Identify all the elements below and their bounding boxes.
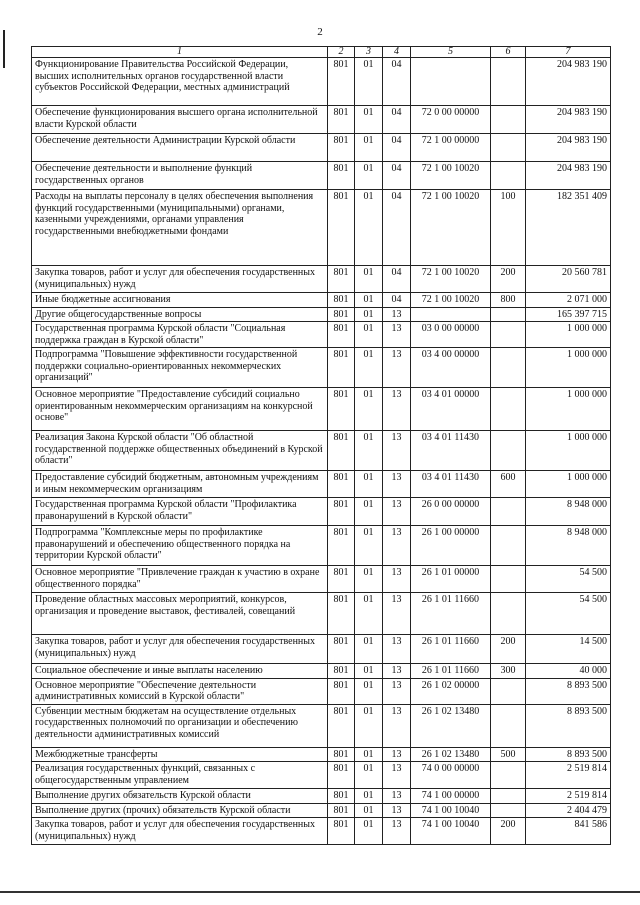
expense-type-cell [491,566,526,593]
ministry-code-cell: 801 [328,704,355,747]
expense-type-cell: 500 [491,747,526,762]
amount-cell: 204 983 190 [526,162,611,190]
target-article-cell: 26 1 01 00000 [411,566,491,593]
column-header: 6 [491,47,526,58]
table-row [32,471,611,498]
target-article-cell: 72 1 00 10020 [411,162,491,190]
amount-cell: 54 500 [526,566,611,593]
amount-cell: 2 404 479 [526,803,611,818]
amount-cell: 8 948 000 [526,526,611,566]
subsection-code-cell: 13 [383,566,411,593]
column-header: 7 [526,47,611,58]
ministry-code-cell: 801 [328,134,355,162]
column-header: 4 [383,47,411,58]
subsection-code-cell: 13 [383,747,411,762]
table-row [32,747,611,762]
expense-type-cell [491,388,526,431]
subsection-code-cell: 04 [383,162,411,190]
expense-type-cell [491,803,526,818]
amount-cell: 8 948 000 [526,498,611,526]
amount-cell: 2 519 814 [526,789,611,804]
ministry-code-cell: 801 [328,762,355,789]
table-row [32,803,611,818]
subsection-code-cell: 13 [383,526,411,566]
table-row [32,498,611,526]
ministry-code-cell: 801 [328,322,355,348]
row-name-cell: Выполнение других (прочих) обязательств Курской области [32,803,328,818]
section-code-cell: 01 [355,293,383,308]
target-article-cell: 74 0 00 00000 [411,762,491,789]
amount-cell: 2 519 814 [526,762,611,789]
expense-type-cell: 800 [491,293,526,308]
subsection-code-cell: 04 [383,266,411,293]
left-margin-line [3,30,5,68]
subsection-code-cell: 13 [383,498,411,526]
target-article-cell [411,307,491,322]
amount-cell: 54 500 [526,593,611,635]
scan-bottom-edge [0,891,640,893]
table-row [32,388,611,431]
column-header: 2 [328,47,355,58]
section-code-cell: 01 [355,307,383,322]
target-article-cell: 26 1 01 11660 [411,635,491,664]
target-article-cell: 03 4 01 11430 [411,431,491,471]
subsection-code-cell: 13 [383,818,411,845]
section-code-cell: 01 [355,162,383,190]
table-row [32,593,611,635]
target-article-cell: 74 1 00 10040 [411,803,491,818]
row-name-cell: Обеспечение деятельности Администрации Курской области [32,134,328,162]
section-code-cell: 01 [355,803,383,818]
expense-type-cell: 100 [491,190,526,266]
ministry-code-cell: 801 [328,348,355,388]
ministry-code-cell: 801 [328,58,355,106]
target-article-cell: 03 0 00 00000 [411,322,491,348]
row-name-cell: Реализация государственных функций, связанных с общегосударственным управлением [32,762,328,789]
amount-cell: 204 983 190 [526,134,611,162]
section-code-cell: 01 [355,566,383,593]
amount-cell: 1 000 000 [526,388,611,431]
row-name-cell: Функционирование Правительства Российской Федерации, высших исполнительных органов государственной власти субъектов Российской Федерации, местных администраций [32,58,328,106]
target-article-cell: 72 1 00 10020 [411,293,491,308]
expense-type-cell: 300 [491,664,526,679]
expense-type-cell [491,762,526,789]
table-row [32,762,611,789]
section-code-cell: 01 [355,704,383,747]
section-code-cell: 01 [355,58,383,106]
table-row [32,704,611,747]
column-header: 5 [411,47,491,58]
row-name-cell: Межбюджетные трансферты [32,747,328,762]
expense-type-cell [491,431,526,471]
subsection-code-cell: 04 [383,58,411,106]
subsection-code-cell: 13 [383,471,411,498]
section-code-cell: 01 [355,664,383,679]
ministry-code-cell: 801 [328,388,355,431]
expense-type-cell [491,348,526,388]
table-row [32,789,611,804]
target-article-cell [411,58,491,106]
section-code-cell: 01 [355,106,383,134]
expense-type-cell [491,162,526,190]
table-row [32,348,611,388]
table-row [32,293,611,308]
target-article-cell: 26 1 02 00000 [411,678,491,704]
ministry-code-cell: 801 [328,803,355,818]
amount-cell: 165 397 715 [526,307,611,322]
expense-type-cell: 200 [491,818,526,845]
row-name-cell: Проведение областных массовых мероприятий, конкурсов, организация и проведение выставок, фестивалей, совещаний [32,593,328,635]
subsection-code-cell: 04 [383,106,411,134]
table-row [32,431,611,471]
subsection-code-cell: 04 [383,190,411,266]
section-code-cell: 01 [355,388,383,431]
table-row [32,322,611,348]
ministry-code-cell: 801 [328,526,355,566]
target-article-cell: 26 1 01 11660 [411,664,491,679]
section-code-cell: 01 [355,789,383,804]
ministry-code-cell: 801 [328,818,355,845]
amount-cell: 20 560 781 [526,266,611,293]
amount-cell: 1 000 000 [526,471,611,498]
table-row [32,526,611,566]
ministry-code-cell: 801 [328,747,355,762]
section-code-cell: 01 [355,747,383,762]
section-code-cell: 01 [355,498,383,526]
row-name-cell: Закупка товаров, работ и услуг для обеспечения государственных (муниципальных) нужд [32,635,328,664]
subsection-code-cell: 13 [383,704,411,747]
subsection-code-cell: 13 [383,678,411,704]
subsection-code-cell: 13 [383,322,411,348]
section-code-cell: 01 [355,762,383,789]
subsection-code-cell: 13 [383,593,411,635]
row-name-cell: Основное мероприятие "Привлечение граждан к участию в охране общественного порядка" [32,566,328,593]
column-header: 3 [355,47,383,58]
row-name-cell: Предоставление субсидий бюджетным, автономным учреждениям и иным некоммерческим организациям [32,471,328,498]
section-code-cell: 01 [355,348,383,388]
subsection-code-cell: 04 [383,293,411,308]
table-row [32,566,611,593]
section-code-cell: 01 [355,190,383,266]
expense-type-cell [491,678,526,704]
row-name-cell: Другие общегосударственные вопросы [32,307,328,322]
target-article-cell: 74 1 00 00000 [411,789,491,804]
budget-table [31,46,611,845]
amount-cell: 1 000 000 [526,348,611,388]
expense-type-cell [491,134,526,162]
target-article-cell: 03 4 00 00000 [411,348,491,388]
section-code-cell: 01 [355,431,383,471]
section-code-cell: 01 [355,266,383,293]
target-article-cell: 72 0 00 00000 [411,106,491,134]
expense-type-cell [491,789,526,804]
subsection-code-cell: 13 [383,388,411,431]
row-name-cell: Основное мероприятие "Обеспечение деятельности административных комиссий в Курской области" [32,678,328,704]
ministry-code-cell: 801 [328,789,355,804]
amount-cell: 8 893 500 [526,747,611,762]
subsection-code-cell: 04 [383,134,411,162]
ministry-code-cell: 801 [328,293,355,308]
row-name-cell: Основное мероприятие "Предоставление субсидий социально ориентированным некоммерческим организациям на конкурсной основе" [32,388,328,431]
ministry-code-cell: 801 [328,162,355,190]
table-row [32,190,611,266]
row-name-cell: Закупка товаров, работ и услуг для обеспечения государственных (муниципальных) нужд [32,266,328,293]
ministry-code-cell: 801 [328,678,355,704]
ministry-code-cell: 801 [328,664,355,679]
expense-type-cell [491,307,526,322]
ministry-code-cell: 801 [328,593,355,635]
ministry-code-cell: 801 [328,566,355,593]
row-name-cell: Обеспечение деятельности и выполнение функций государственных органов [32,162,328,190]
subsection-code-cell: 13 [383,789,411,804]
target-article-cell: 03 4 01 00000 [411,388,491,431]
amount-cell: 841 586 [526,818,611,845]
target-article-cell: 26 1 02 13480 [411,704,491,747]
subsection-code-cell: 13 [383,664,411,679]
amount-cell: 1 000 000 [526,431,611,471]
subsection-code-cell: 13 [383,635,411,664]
table-row [32,818,611,845]
amount-cell: 182 351 409 [526,190,611,266]
expense-type-cell [491,526,526,566]
target-article-cell: 72 1 00 10020 [411,190,491,266]
table-row [32,134,611,162]
amount-cell: 14 500 [526,635,611,664]
target-article-cell: 72 1 00 10020 [411,266,491,293]
amount-cell: 8 893 500 [526,678,611,704]
ministry-code-cell: 801 [328,307,355,322]
row-name-cell: Выполнение других обязательств Курской области [32,789,328,804]
section-code-cell: 01 [355,471,383,498]
table-row [32,162,611,190]
expense-type-cell [491,593,526,635]
expense-type-cell [491,704,526,747]
row-name-cell: Социальное обеспечение и иные выплаты населению [32,664,328,679]
row-name-cell: Обеспечение функционирования высшего органа исполнительной власти Курской области [32,106,328,134]
row-name-cell: Субвенции местным бюджетам на осуществление отдельных государственных полномочий по организации и обеспечению деятельности административных комиссий [32,704,328,747]
amount-cell: 8 893 500 [526,704,611,747]
ministry-code-cell: 801 [328,266,355,293]
ministry-code-cell: 801 [328,498,355,526]
row-name-cell: Подпрограмма "Повышение эффективности государственной поддержки социально-ориентированных некоммерческих организаций" [32,348,328,388]
table-row [32,664,611,679]
amount-cell: 204 983 190 [526,106,611,134]
section-code-cell: 01 [355,818,383,845]
expense-type-cell: 600 [491,471,526,498]
row-name-cell: Реализация Закона Курской области "Об областной государственной поддержке общественных объединений в Курской области" [32,431,328,471]
subsection-code-cell: 13 [383,803,411,818]
section-code-cell: 01 [355,635,383,664]
target-article-cell: 26 1 00 00000 [411,526,491,566]
expense-type-cell [491,58,526,106]
subsection-code-cell: 13 [383,762,411,789]
column-header: 1 [32,47,328,58]
table-row [32,266,611,293]
row-name-cell: Расходы на выплаты персоналу в целях обеспечения выполнения функций государственными (муниципальными) органами, казенными учреждениями, органами управления государственными внебюджетными фондами [32,190,328,266]
subsection-code-cell: 13 [383,431,411,471]
table-row [32,58,611,106]
ministry-code-cell: 801 [328,635,355,664]
row-name-cell: Государственная программа Курской области "Социальная поддержка граждан в Курской области" [32,322,328,348]
ministry-code-cell: 801 [328,471,355,498]
section-code-cell: 01 [355,678,383,704]
page-number: 2 [317,26,323,38]
table-row [32,678,611,704]
ministry-code-cell: 801 [328,106,355,134]
amount-cell: 2 071 000 [526,293,611,308]
table-row [32,106,611,134]
row-name-cell: Закупка товаров, работ и услуг для обеспечения государственных (муниципальных) нужд [32,818,328,845]
expense-type-cell: 200 [491,635,526,664]
amount-cell: 204 983 190 [526,58,611,106]
row-name-cell: Подпрограмма "Комплексные меры по профилактике правонарушений и обеспечению общественного порядка на территории Курской области" [32,526,328,566]
column-number-header [32,47,611,58]
target-article-cell: 03 4 01 11430 [411,471,491,498]
amount-cell: 1 000 000 [526,322,611,348]
row-name-cell: Государственная программа Курской области "Профилактика правонарушений в Курской области" [32,498,328,526]
subsection-code-cell: 13 [383,348,411,388]
table-row [32,307,611,322]
table-row [32,635,611,664]
ministry-code-cell: 801 [328,431,355,471]
expense-type-cell [491,106,526,134]
expense-type-cell [491,322,526,348]
target-article-cell: 26 0 00 00000 [411,498,491,526]
target-article-cell: 74 1 00 10040 [411,818,491,845]
section-code-cell: 01 [355,526,383,566]
subsection-code-cell: 13 [383,307,411,322]
target-article-cell: 26 1 01 11660 [411,593,491,635]
expense-type-cell [491,498,526,526]
row-name-cell: Иные бюджетные ассигнования [32,293,328,308]
section-code-cell: 01 [355,134,383,162]
target-article-cell: 72 1 00 00000 [411,134,491,162]
section-code-cell: 01 [355,593,383,635]
amount-cell: 40 000 [526,664,611,679]
ministry-code-cell: 801 [328,190,355,266]
section-code-cell: 01 [355,322,383,348]
expense-type-cell: 200 [491,266,526,293]
target-article-cell: 26 1 02 13480 [411,747,491,762]
